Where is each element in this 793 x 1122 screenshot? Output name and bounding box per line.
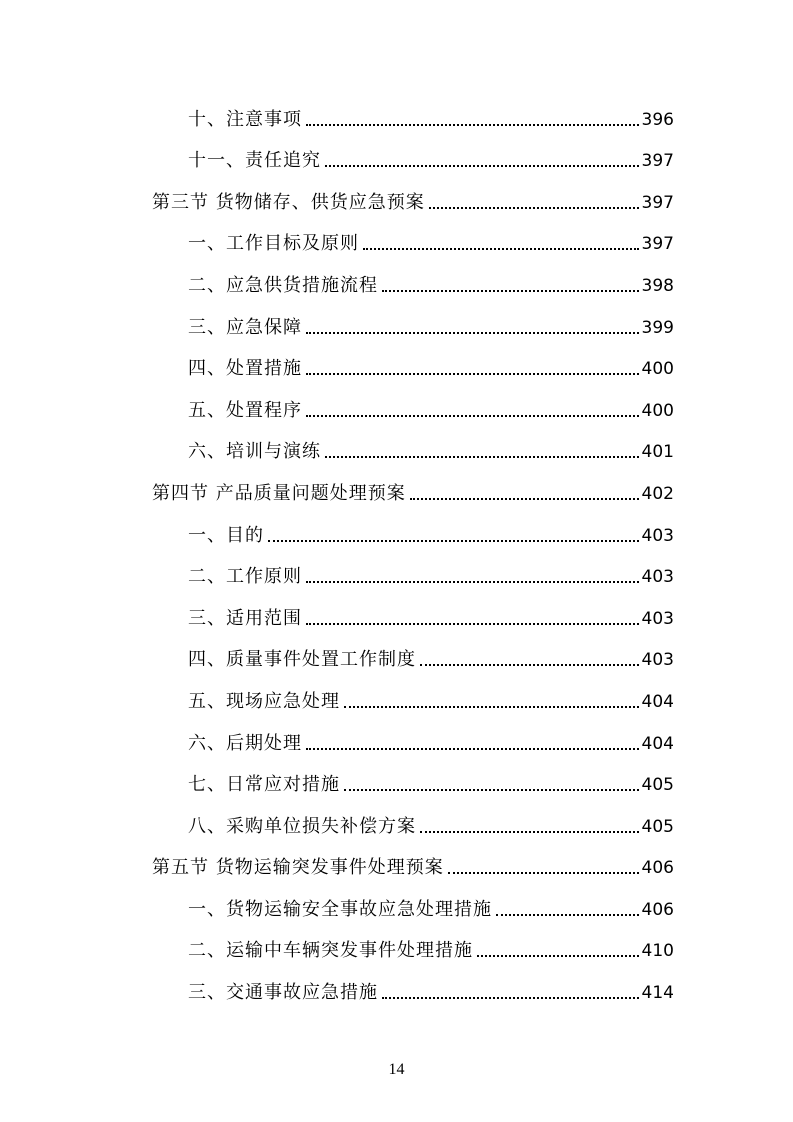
dot-leader [420,664,639,666]
dot-leader [306,748,639,750]
toc-entry-page-number: 397 [641,192,674,213]
dot-leader [306,332,639,334]
page-number: 14 [388,1061,405,1078]
dot-leader [306,373,639,375]
dot-leader [325,165,639,167]
toc-entry-title: 十、注意事项 [188,108,302,130]
toc-entry-page-number: 410 [641,941,674,962]
toc-section-entry[interactable] [152,846,674,888]
toc-entry-page-number: 399 [641,317,674,338]
toc-entry-page-number: 404 [641,733,674,754]
toc-subsection-entry[interactable] [152,513,674,555]
toc-entry-page-number: 414 [641,983,674,1004]
dot-leader [429,207,639,209]
toc-entry-page-number: 403 [641,608,674,629]
toc-entry-title: 二、工作原则 [188,566,302,588]
toc-subsection-entry[interactable] [152,721,674,763]
toc-subsection-entry[interactable] [152,347,674,389]
toc-entry-page-number: 404 [641,691,674,712]
toc-subsection-entry[interactable] [152,388,674,430]
toc-entry-title: 三、应急保障 [188,316,302,338]
toc-entry-title: 第四节 产品质量问题处理预案 [152,482,406,504]
toc-subsection-entry[interactable] [152,263,674,305]
toc-entry-title: 第三节 货物储存、供货应急预案 [152,191,425,213]
dot-leader [420,831,639,833]
toc-entry-title: 三、交通事故应急措施 [188,982,378,1004]
toc-subsection-entry[interactable] [152,139,674,181]
toc-entry-page-number: 403 [641,567,674,588]
dot-leader [448,872,639,874]
toc-subsection-entry[interactable] [152,305,674,347]
dot-leader [306,124,639,126]
toc-entry-page-number: 400 [641,400,674,421]
toc-entry-title: 六、后期处理 [188,732,302,754]
toc-entry-page-number: 401 [641,442,674,463]
toc-subsection-entry[interactable] [152,97,674,139]
dot-leader [382,997,639,999]
toc-entry-title: 四、处置措施 [188,358,302,380]
toc-entry-page-number: 405 [641,816,674,837]
toc-entry-title: 第五节 货物运输突发事件处理预案 [152,857,444,879]
dot-leader [496,914,639,916]
table-of-contents [152,97,674,1012]
toc-subsection-entry[interactable] [152,430,674,472]
toc-entry-page-number: 398 [641,275,674,296]
dot-leader [306,623,639,625]
toc-entry-title: 三、适用范围 [188,607,302,629]
dot-leader [344,789,639,791]
toc-entry-title: 一、目的 [188,524,264,546]
toc-section-entry[interactable] [152,180,674,222]
toc-subsection-entry[interactable] [152,887,674,929]
toc-entry-title: 五、处置程序 [188,399,302,421]
toc-subsection-entry[interactable] [152,679,674,721]
dot-leader [477,955,639,957]
toc-section-entry[interactable] [152,471,674,513]
toc-entry-title: 五、现场应急处理 [188,690,340,712]
toc-subsection-entry[interactable] [152,638,674,680]
dot-leader [325,456,639,458]
toc-entry-page-number: 406 [641,858,674,879]
toc-entry-page-number: 403 [641,525,674,546]
toc-entry-title: 四、质量事件处置工作制度 [188,649,416,671]
toc-subsection-entry[interactable] [152,929,674,971]
toc-subsection-entry[interactable] [152,763,674,805]
toc-entry-page-number: 403 [641,650,674,671]
toc-subsection-entry[interactable] [152,596,674,638]
toc-entry-page-number: 405 [641,775,674,796]
toc-entry-title: 八、采购单位损失补偿方案 [188,815,416,837]
toc-entry-title: 六、培训与演练 [188,441,321,463]
dot-leader [306,415,639,417]
toc-entry-page-number: 400 [641,359,674,380]
toc-entry-title: 二、运输中车辆突发事件处理措施 [188,940,473,962]
toc-entry-page-number: 397 [641,151,674,172]
toc-entry-title: 十一、责任追究 [188,150,321,172]
dot-leader [306,581,639,583]
toc-entry-page-number: 396 [641,109,674,130]
dot-leader [268,540,639,542]
toc-subsection-entry[interactable] [152,970,674,1012]
dot-leader [382,290,639,292]
toc-entry-page-number: 406 [641,899,674,920]
dot-leader [410,498,639,500]
toc-subsection-entry[interactable] [152,804,674,846]
toc-entry-title: 二、应急供货措施流程 [188,274,378,296]
toc-entry-page-number: 397 [641,234,674,255]
toc-subsection-entry[interactable] [152,222,674,264]
dot-leader [363,248,639,250]
toc-entry-title: 七、日常应对措施 [188,774,340,796]
dot-leader [344,706,639,708]
toc-entry-page-number: 402 [641,483,674,504]
toc-entry-title: 一、工作目标及原则 [188,233,359,255]
toc-entry-title: 一、货物运输安全事故应急处理措施 [188,898,492,920]
toc-subsection-entry[interactable] [152,555,674,597]
